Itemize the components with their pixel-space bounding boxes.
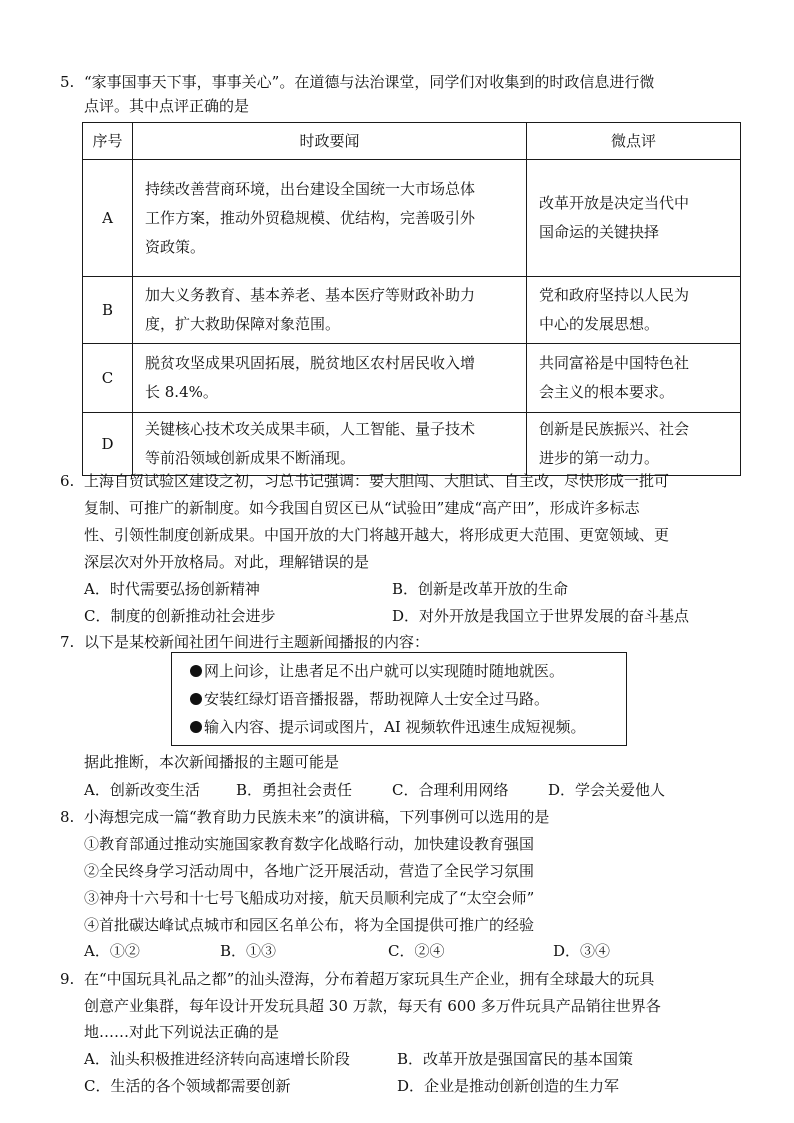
- header-news: 时政要闻: [133, 123, 527, 160]
- row-news: 持续改善营商环境，出台建设全国统一大市场总体 工作方案，推动外贸稳规模、优结构，完善吸引外 资政策。: [133, 160, 527, 277]
- header-comment: 微点评: [527, 123, 741, 160]
- q6-option-d[interactable]: D．对外开放是我国立于世界发展的奋斗基点: [392, 607, 690, 625]
- row-comment: 改革开放是决定当代中 国命运的关键抉择: [527, 160, 741, 277]
- q8-option-a[interactable]: A．①②: [84, 942, 140, 960]
- q6-option-c[interactable]: C．制度的创新推动社会进步: [84, 607, 276, 625]
- q8-item-2: ②全民终身学习活动周中，各地广泛开展活动，营造了全民学习氛围: [84, 862, 535, 880]
- q5-table-header: [83, 123, 741, 160]
- q8-item-4: ④首批碳达峰试点城市和园区名单公布，将为全国提供可推广的经验: [84, 916, 535, 934]
- q8-stem: 8. 小海想完成一篇“教育助力民族未来”的演讲稿，下列事例可以选用的是: [60, 808, 550, 826]
- q8-number: 8.: [60, 808, 75, 826]
- q9-stem-line3: 地……对此下列说法正确的是: [84, 1023, 280, 1041]
- q7-number: 7.: [60, 633, 75, 651]
- bullet-icon: [190, 721, 202, 733]
- q7-stem: 7. 以下是某校新闻社团午间进行主题新闻播报的内容：: [60, 633, 430, 651]
- table-row: [83, 160, 741, 277]
- table-row: [83, 413, 741, 476]
- q9-option-b[interactable]: B．改革开放是强国富民的基本国策: [397, 1050, 634, 1068]
- q9-option-c[interactable]: C．生活的各个领域都需要创新: [84, 1077, 291, 1095]
- q7-option-c[interactable]: C．合理利用网络: [392, 781, 509, 799]
- q8-option-d[interactable]: D．③④: [553, 942, 611, 960]
- q7-box-item: 安装红绿灯语音播报器，帮助视障人士安全过马路。: [190, 685, 626, 713]
- q7-box-item: 网上问诊，让患者足不出户就可以实现随时随地就医。: [190, 657, 626, 685]
- q6-option-b[interactable]: B．创新是改革开放的生命: [392, 580, 569, 598]
- q7-follow: 据此推断，本次新闻播报的主题可能是: [84, 753, 340, 771]
- row-comment: 党和政府坚持以人民为 中心的发展思想。: [527, 277, 741, 344]
- q7-box-item: 输入内容、提示词或图片，AI 视频软件迅速生成短视频。: [190, 713, 626, 741]
- q7-option-b[interactable]: B．勇担社会责任: [236, 781, 353, 799]
- q6-number: 6.: [60, 472, 75, 490]
- row-code: B: [83, 277, 133, 344]
- q7-option-a[interactable]: A．创新改变生活: [84, 781, 200, 799]
- row-news: 脱贫攻坚成果巩固拓展，脱贫地区农村居民收入增 长 8.4%。: [133, 344, 527, 413]
- q9-option-d[interactable]: D．企业是推动创新创造的生力军: [397, 1077, 620, 1095]
- q6-stem-line2: 复制、可推广的新制度。如今我国自贸区已从“试验田”建成“高产田”，形成许多标志: [84, 499, 640, 517]
- q8-item-3: ③神舟十六号和十七号飞船成功对接，航天员顺利完成了“太空会师”: [84, 889, 535, 907]
- row-comment: 创新是民族振兴、社会 进步的第一动力。: [527, 413, 741, 476]
- q6-stem-line3: 性、引领性制度创新成果。中国开放的大门将越开越大，将形成更大范围、更宽领域、更: [84, 526, 670, 544]
- q7-option-d[interactable]: D．学会关爱他人: [548, 781, 666, 799]
- q9-stem-line2: 创意产业集群，每年设计开发玩具超 30 万款，每天有 600 多万件玩具产品销往世界各: [84, 997, 661, 1015]
- row-news: 关键核心技术攻关成果丰硕，人工智能、量子技术 等前沿领域创新成果不断涌现。: [133, 413, 527, 476]
- q6-stem-line4: 深层次对外开放格局。对此，理解错误的是: [84, 553, 370, 571]
- row-code: A: [83, 160, 133, 277]
- table-row: [83, 344, 741, 413]
- q8-item-1: ①教育部通过推动实施国家教育数字化战略行动，加快建设教育强国: [84, 835, 535, 853]
- q9-number: 9.: [60, 970, 75, 988]
- q5-stem-line2: 点评。其中点评正确的是: [84, 97, 250, 115]
- q9-option-a[interactable]: A．汕头积极推进经济转向高速增长阶段: [84, 1050, 350, 1068]
- q6-option-a[interactable]: A．时代需要弘扬创新精神: [84, 580, 260, 598]
- q6-stem-line1: 6. 上海自贸试验区建设之初，习总书记强调：要大胆闯、大胆试、自主改，尽快形成一批可: [60, 472, 670, 490]
- bullet-icon: [190, 693, 202, 705]
- q7-news-box: [171, 652, 627, 746]
- q5-news-table: [82, 122, 741, 476]
- row-code: C: [83, 344, 133, 413]
- table-row: [83, 277, 741, 344]
- q5-number: 5.: [60, 73, 75, 91]
- q8-option-b[interactable]: B．①③: [220, 942, 277, 960]
- bullet-icon: [190, 665, 202, 677]
- q9-stem-line1: 9. 在“中国玩具礼品之都”的汕头澄海，分布着超万家玩具生产企业，拥有全球最大的玩具: [60, 970, 655, 988]
- row-news: 加大义务教育、基本养老、基本医疗等财政补助力 度，扩大救助保障对象范围。: [133, 277, 527, 344]
- row-comment: 共同富裕是中国特色社 会主义的根本要求。: [527, 344, 741, 413]
- q8-option-c[interactable]: C．②④: [388, 942, 445, 960]
- row-code: D: [83, 413, 133, 476]
- header-number: 序号: [83, 123, 133, 160]
- q5-stem-line1: 5. “家事国事天下事，事事关心”。在道德与法治课堂，同学们对收集到的时政信息进行微: [60, 73, 655, 91]
